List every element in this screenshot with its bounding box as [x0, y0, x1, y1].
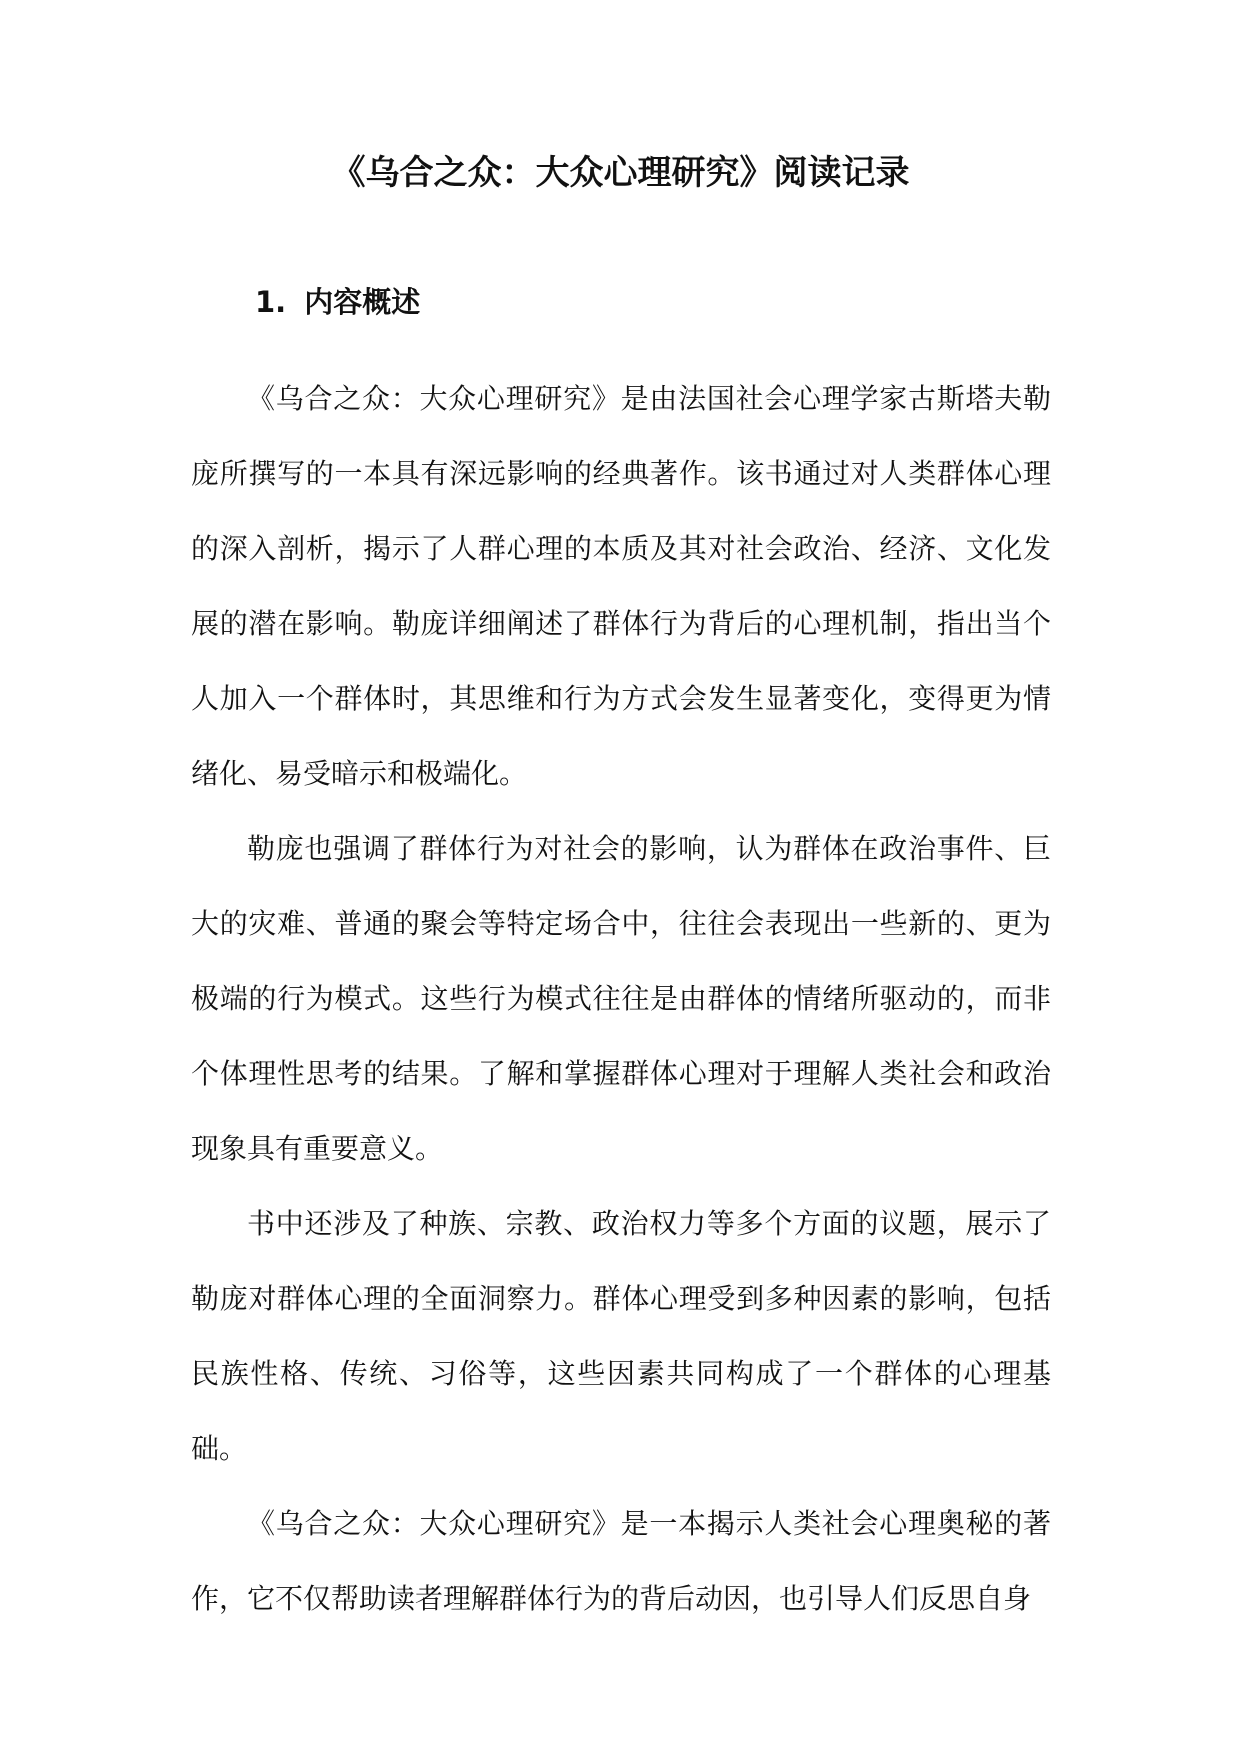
document-body — [191, 361, 1051, 1636]
paragraph-2: 勒庞也强调了群体行为对社会的影响，认为群体在政治事件、巨大的灾难、普通的聚会等特定场合中，往往会表现出一些新的、更为极端的行为模式。这些行为模式往往是由群体的情绪所驱动的，而非个体理性思考的结果。了解和掌握群体心理对于理解人类社会和政治现象具有重要意义。 — [191, 832, 1051, 1165]
document-title: 《乌合之众：大众心理研究》阅读记录 — [331, 153, 910, 193]
section-heading-text: 内容概述 — [304, 285, 421, 319]
paragraph-3: 书中还涉及了种族、宗教、政治权力等多个方面的议题，展示了勒庞对群体心理的全面洞察力。群体心理受到多种因素的影响，包括民族性格、传统、习俗等，这些因素共同构成了一个群体的心理基础。 — [191, 1207, 1051, 1465]
paragraph-4: 《乌合之众：大众心理研究》是一本揭示人类社会心理奥秘的著作，它不仅帮助读者理解群体行为的背后动因，也引导人们反思自身 — [191, 1507, 1051, 1615]
section-heading — [255, 280, 420, 324]
paragraph-1: 《乌合之众：大众心理研究》是由法国社会心理学家古斯塔夫勒庞所撰写的一本具有深远影响的经典著作。该书通过对人类群体心理的深入剖析，揭示了人群心理的本质及其对社会政治、经济、文化发展的潜在影响。勒庞详细阐述了群体行为背后的心理机制，指出当个人加入一个群体时，其思维和行为方式会发生显著变化，变得更为情绪化、易受暗示和极端化。 — [191, 382, 1051, 790]
section-number: 1. — [255, 285, 287, 319]
